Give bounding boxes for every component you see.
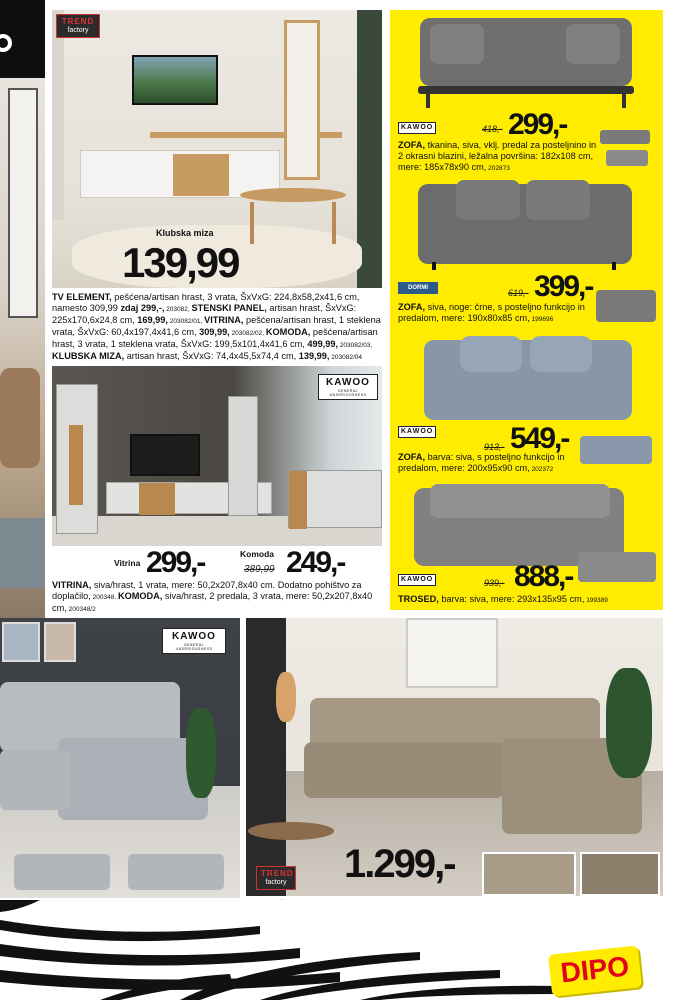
vitrina-cabinet: [56, 384, 98, 534]
grey-corner-sofa-photo: [0, 618, 240, 898]
tv-element-description: TV ELEMENT, pešćena/artisan hrast, 3 vrata, ŠxVxG: 224,8x58,2x41,6 cm, namesto 309,99 zdaj 299,-, 203082, STENSKI PANEL, artisan hrast, ŠxVxG: 225x170,6x24,8 cm, 169,99, 203082/01, VITRINA, pešćena/artisan hrast, 1 steklena vrata, ŠxVxG: 60,4x197,4x41,6 cm, 309,99, 203082/02, KOMODA, pešćena/artisan hrast, 3 vrata, 1 steklena vrata, ŠxVxG: 199,5x101,4x41,6 cm, 499,99, 203082/03, KLUBSKA MIZA, artisan hrast, ŠxVxG: 74,4x45,5x74,4 cm, 139,99, 203082/04: [52, 292, 381, 361]
taupe-sofa-set-photo: [246, 618, 663, 896]
coffee-table-price: 139,99: [122, 239, 239, 286]
sofa-2-price: 399,-: [534, 270, 593, 303]
tv-screen: [132, 55, 218, 105]
vitrina-price: 299,-: [146, 546, 205, 579]
sofa-2-dormi-logo: DORMI: [398, 282, 438, 294]
komoda-price: 249,-: [286, 546, 345, 579]
sofa-set-trend-logo: TREND factory: [256, 866, 296, 890]
sofa-1-bed-thumb: [600, 130, 650, 144]
left-edge-black-panel: [0, 0, 45, 78]
corner-sofa-bed-thumb-1: [14, 854, 110, 890]
trosed-description: TROSED, barva: siva, mere: 293x135x95 cm, 199389: [398, 594, 608, 604]
sofa-3-image: [424, 340, 632, 420]
trend-factory-logo: TREND factory: [56, 14, 100, 38]
sofa-3-old-price: 913,-: [484, 442, 505, 452]
sofa-set-thumb-1: [482, 852, 576, 896]
sofa-set-price: 1.299,-: [344, 842, 455, 886]
sofa-3-price: 549,-: [510, 422, 569, 455]
left-edge-room-photo: [0, 78, 45, 618]
sofa-3-description: ZOFA, barva: siva, s posteljno funkcijo in predalom, mere: 200x95x90 cm, 202372: [398, 452, 565, 473]
sofa-1-kawoo-logo: KAWOO: [398, 122, 436, 134]
vitrina-room-photo: [52, 366, 382, 546]
tv-element-room-photo: [52, 10, 382, 288]
komoda-label: Komoda: [240, 549, 274, 559]
sofa-2-old-price: 619,-: [508, 288, 529, 298]
trosed-price: 888,-: [514, 560, 573, 593]
sofa-1-description: ZOFA, tkanina, siva, vklj. predal za posteljnino in 2 okrasni blazini, ležalna površina: 182x108 cm, mere: 185x78x90 cm, 202873: [398, 140, 597, 172]
kawoo-logo: KAWOO GENERAL UNSERIOUSNESS: [318, 374, 378, 400]
vitrina-label: Vitrina: [114, 558, 141, 568]
corner-sofa-bed-thumb-2: [128, 854, 224, 890]
trosed-old-price: 939,-: [484, 578, 505, 588]
vitrina-description: VITRINA, siva/hrast, 1 vrata, mere: 50,2x207,8x40 cm. Dodatno pohištvo za doplačilo, 200348. KOMODA, siva/hrast, 2 predala, 3 vrata, mere: 50,2x207,8x40 cm, 200348/2: [52, 580, 373, 613]
komoda-cabinet: [288, 470, 382, 528]
taupe-sofa-seat: [304, 742, 504, 798]
sofa-set-thumb-2: [580, 852, 660, 896]
sofa-2-image: [418, 184, 632, 264]
sofa-2-bed-thumb: [596, 290, 656, 322]
corner-sofa-kawoo-logo: KAWOO GENERAL UNSERIOUSNESS: [162, 628, 226, 654]
left-edge-logo-fragment: [0, 34, 12, 52]
shelving-unit: [284, 20, 320, 180]
wall-picture: [406, 618, 498, 688]
sofa-1-price: 299,-: [508, 108, 567, 141]
trosed-bed-thumb: [578, 552, 656, 582]
sofa-1-old-price: 418,-: [482, 124, 503, 134]
coffee-table-label: Klubska miza: [156, 228, 214, 238]
sofa-3-kawoo-logo: KAWOO: [398, 426, 436, 438]
coffee-table: [240, 188, 346, 202]
dipo-logo-text: DIPO: [559, 950, 631, 989]
sofa-2-description: ZOFA, siva, noge: črne, s posteljno funkcijo in predalom, mere: 190x80x85 cm, 199696: [398, 302, 585, 323]
komoda-old-price: 389,99: [244, 564, 275, 575]
trosed-kawoo-logo: KAWOO: [398, 574, 436, 586]
